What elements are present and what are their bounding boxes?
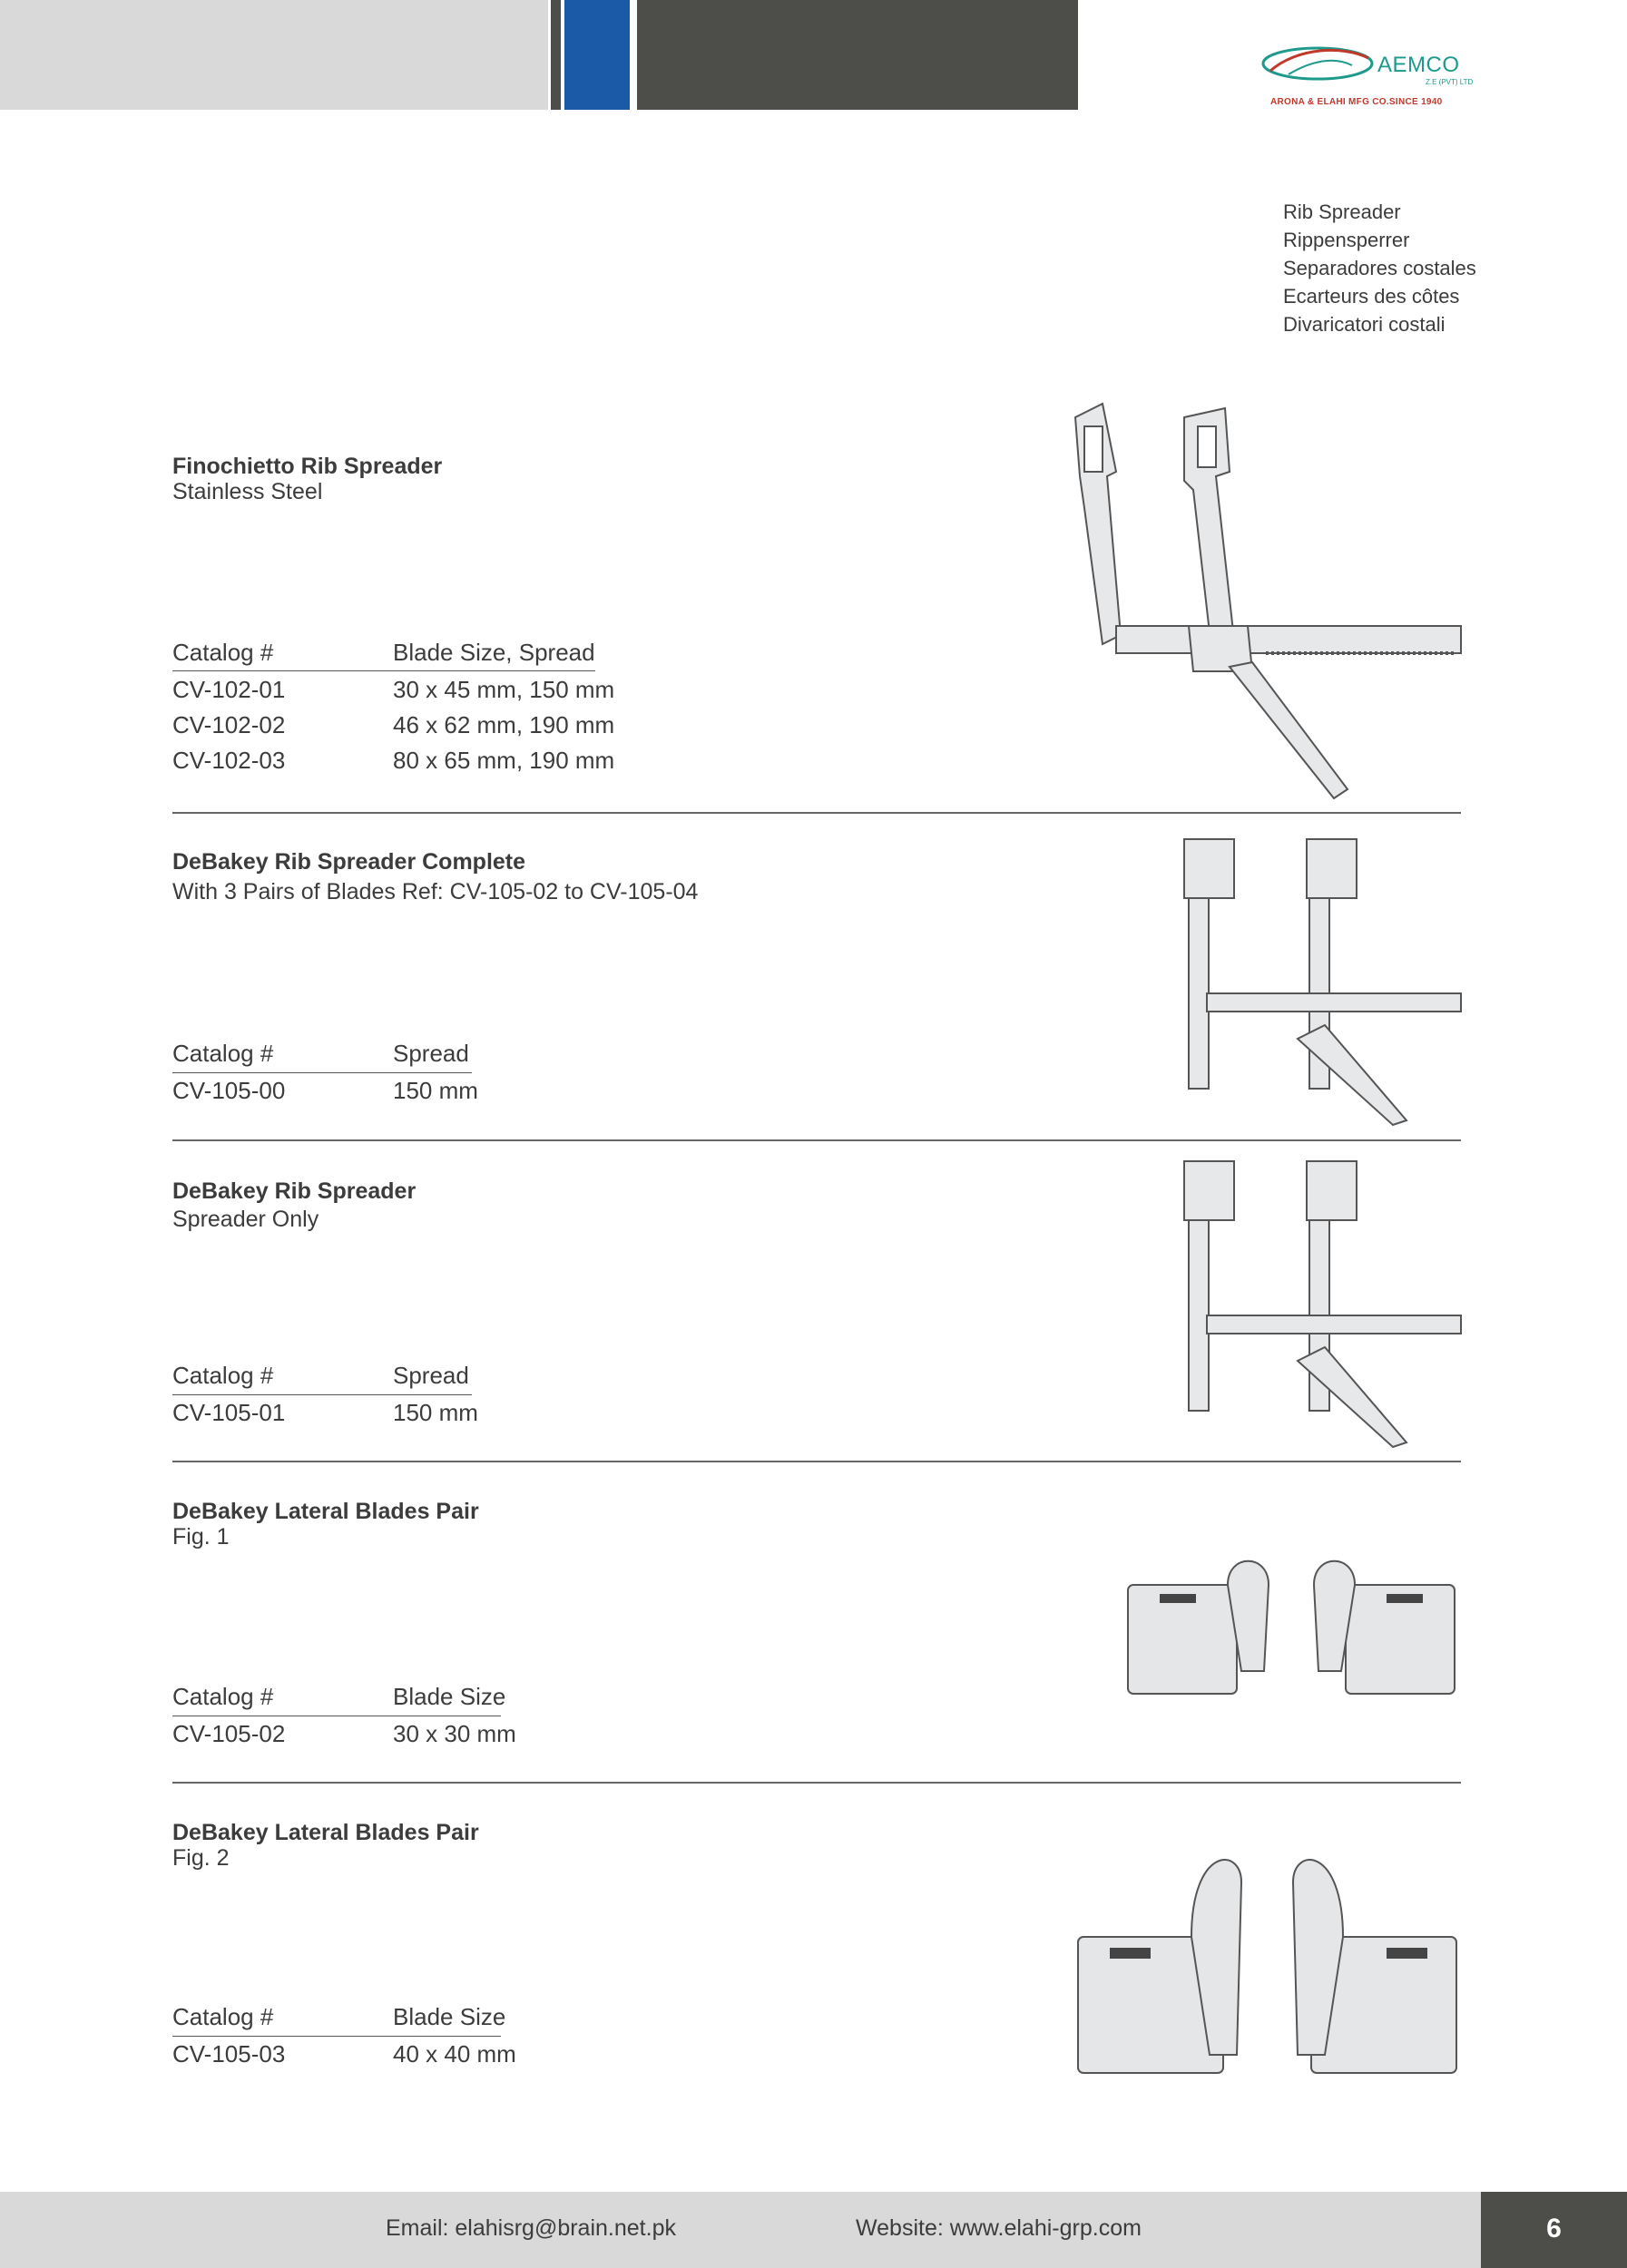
catalog-header: Catalog # bbox=[172, 2003, 274, 2030]
spec-header: Blade Size, Spread bbox=[393, 639, 595, 666]
category-name-fr: Ecarteurs des côtes bbox=[1283, 285, 1460, 308]
logo-subname: Z.E (PVT) LTD bbox=[1426, 78, 1474, 86]
section-divider bbox=[172, 812, 1461, 814]
footer-email[interactable]: Email: elahisrg@brain.net.pk bbox=[386, 2215, 676, 2241]
header-bar-blue bbox=[564, 0, 630, 110]
spec-header: Spread bbox=[393, 1040, 469, 1067]
catalog-number: CV-102-03 bbox=[172, 747, 286, 774]
catalog-header: Catalog # bbox=[172, 1362, 274, 1389]
spec-value: 30 x 30 mm bbox=[393, 1720, 516, 1747]
category-name-es: Separadores costales bbox=[1283, 257, 1476, 279]
spec-value: 150 mm bbox=[393, 1399, 478, 1426]
rib-spreader-illustration bbox=[1180, 826, 1461, 1125]
spec-header: Blade Size bbox=[393, 1683, 506, 1710]
catalog-number: CV-102-01 bbox=[172, 676, 286, 703]
spec-value: 80 x 65 mm, 190 mm bbox=[393, 747, 615, 774]
footer-website[interactable]: Website: www.elahi-grp.com bbox=[856, 2215, 1142, 2241]
category-name-de: Rippensperrer bbox=[1283, 229, 1410, 251]
category-name-en: Rib Spreader bbox=[1283, 200, 1401, 223]
section-divider bbox=[172, 1782, 1461, 1784]
table-header-rule bbox=[172, 2036, 501, 2037]
product-title: DeBakey Rib Spreader bbox=[172, 1178, 417, 1204]
catalog-header: Catalog # bbox=[172, 1040, 274, 1067]
product-subtitle: Fig. 1 bbox=[172, 1524, 230, 1549]
spec-value: 46 x 62 mm, 190 mm bbox=[393, 711, 615, 738]
catalog-header: Catalog # bbox=[172, 1683, 274, 1710]
page-number: 6 bbox=[1546, 2214, 1562, 2244]
spec-header: Spread bbox=[393, 1362, 469, 1389]
section-divider bbox=[172, 1461, 1461, 1462]
table-header-rule bbox=[172, 1072, 472, 1073]
product-title: DeBakey Lateral Blades Pair bbox=[172, 1499, 479, 1524]
product-subtitle: Spreader Only bbox=[172, 1207, 319, 1232]
catalog-number: CV-102-02 bbox=[172, 711, 286, 738]
section-divider bbox=[172, 1139, 1461, 1141]
header-bar-light bbox=[0, 0, 548, 110]
product-title: Finochietto Rib Spreader bbox=[172, 454, 443, 479]
catalog-number: CV-105-03 bbox=[172, 2040, 286, 2068]
footer-bar bbox=[0, 2192, 1481, 2268]
lateral-blade-illustration bbox=[1123, 1553, 1461, 1703]
logo-tagline: ARONA & ELAHI MFG CO.SINCE 1940 bbox=[1270, 97, 1443, 107]
product-subtitle: Stainless Steel bbox=[172, 479, 323, 504]
product-title: DeBakey Lateral Blades Pair bbox=[172, 1820, 479, 1845]
product-subtitle: With 3 Pairs of Blades Ref: CV-105-02 to CV-105-04 bbox=[172, 879, 699, 904]
rib-spreader-illustration bbox=[1180, 1148, 1461, 1452]
spec-header: Blade Size bbox=[393, 2003, 506, 2030]
spec-value: 150 mm bbox=[393, 1077, 478, 1104]
table-header-rule bbox=[172, 1394, 472, 1395]
category-name-it: Divaricatori costali bbox=[1283, 313, 1446, 336]
product-title: DeBakey Rib Spreader Complete bbox=[172, 849, 526, 875]
catalog-number: CV-105-02 bbox=[172, 1720, 286, 1747]
catalog-number: CV-105-00 bbox=[172, 1077, 286, 1104]
header-bar-dark bbox=[637, 0, 1078, 110]
spec-value: 40 x 40 mm bbox=[393, 2040, 516, 2068]
spec-value: 30 x 45 mm, 150 mm bbox=[393, 676, 615, 703]
catalog-header: Catalog # bbox=[172, 639, 274, 666]
logo-name: AEMCO bbox=[1377, 53, 1460, 77]
lateral-blade-illustration bbox=[1073, 1846, 1461, 2077]
header-bar-dark-thin bbox=[551, 0, 561, 110]
catalog-number: CV-105-01 bbox=[172, 1399, 286, 1426]
product-subtitle: Fig. 2 bbox=[172, 1845, 230, 1871]
rib-spreader-illustration bbox=[1066, 399, 1465, 798]
table-header-rule bbox=[172, 670, 595, 671]
